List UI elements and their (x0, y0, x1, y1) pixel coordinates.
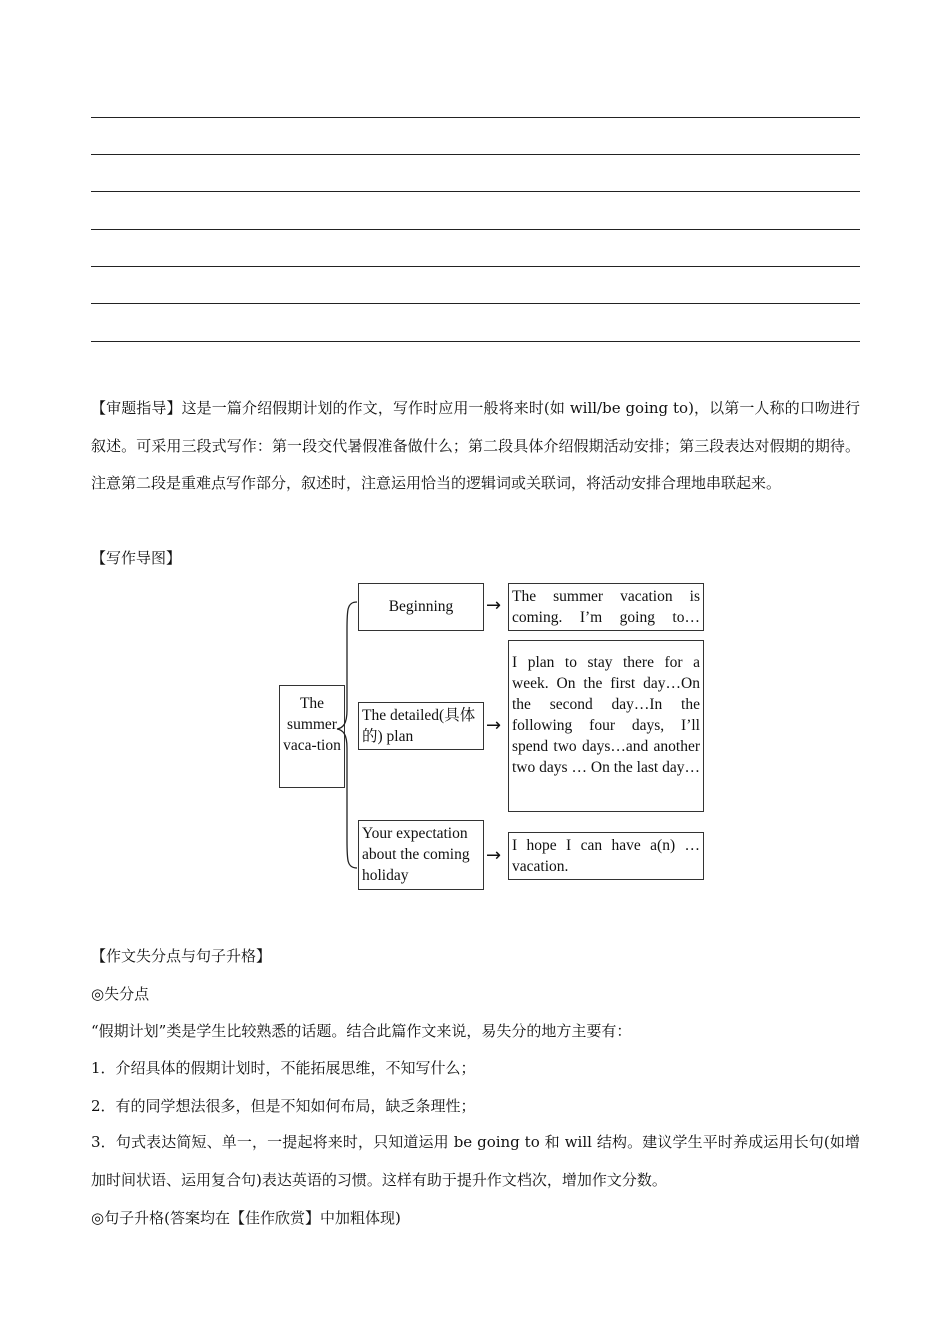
branch-detailed-plan: The detailed(具体的) plan (358, 702, 484, 750)
section-heading: 【作文失分点与句子升格】 (91, 947, 272, 965)
lost-points-subheading: ◎失分点 (91, 985, 150, 1003)
writing-line (91, 117, 860, 118)
lost-point-item: 1．介绍具体的假期计划时，不能拓展思维，不知写什么； (91, 1059, 476, 1077)
branch-expectation: Your expectation about the coming holiday (358, 820, 484, 890)
arrow-icon: → (486, 595, 502, 616)
mindmap-root: The summer vaca-tion (279, 685, 345, 788)
lost-point-item: 3．句式表达简短、单一，一提起将来时，只知道运用 be going to 和 will 结构。建议学生平时养成运用长句(如增加时间状语、运用复合句)表达英语的习惯。这样有助于提升作文档次，增加作文分数。 (91, 1133, 860, 1189)
lost-points-intro: “假期计划”类是学生比较熟悉的话题。结合此篇作文来说，易失分的地方主要有： (91, 1022, 632, 1040)
writing-line (91, 341, 860, 342)
writing-line (91, 191, 860, 192)
lost-point-item: 2．有的同学想法很多，但是不知如何布局，缺乏条理性； (91, 1097, 476, 1115)
writing-line (91, 266, 860, 267)
arrow-icon: → (486, 715, 502, 736)
writing-line (91, 229, 860, 230)
upgrade-subheading: ◎句子升格(答案均在【佳作欣赏】中加粗体现) (91, 1209, 401, 1227)
detail-detailed-plan: I plan to stay there for a week. On the first day…On the second day…In the following four days, I’ll spend two days…and another two days … On the last day… (508, 640, 704, 812)
writing-line (91, 154, 860, 155)
detail-beginning: The summer vacation is coming. I’m going to… (508, 583, 704, 631)
detail-expectation: I hope I can have a(n) …vacation. (508, 832, 704, 880)
mindmap-heading: 【写作导图】 (91, 549, 182, 567)
branch-beginning: Beginning (358, 583, 484, 631)
writing-line (91, 303, 860, 304)
arrow-icon: → (486, 845, 502, 866)
guide-paragraph: 【审题指导】这是一篇介绍假期计划的作文，写作时应用一般将来时(如 will/be going to)，以第一人称的口吻进行叙述。可采用三段式写作：第一段交代暑假准备做什么；第二段具体介绍假期活动安排；第三段表达对假期的期待。注意第二段是重难点写作部分，叙述时，注意运用恰当的逻辑词或关联词，将活动安排合理地串联起来。 (91, 399, 860, 492)
